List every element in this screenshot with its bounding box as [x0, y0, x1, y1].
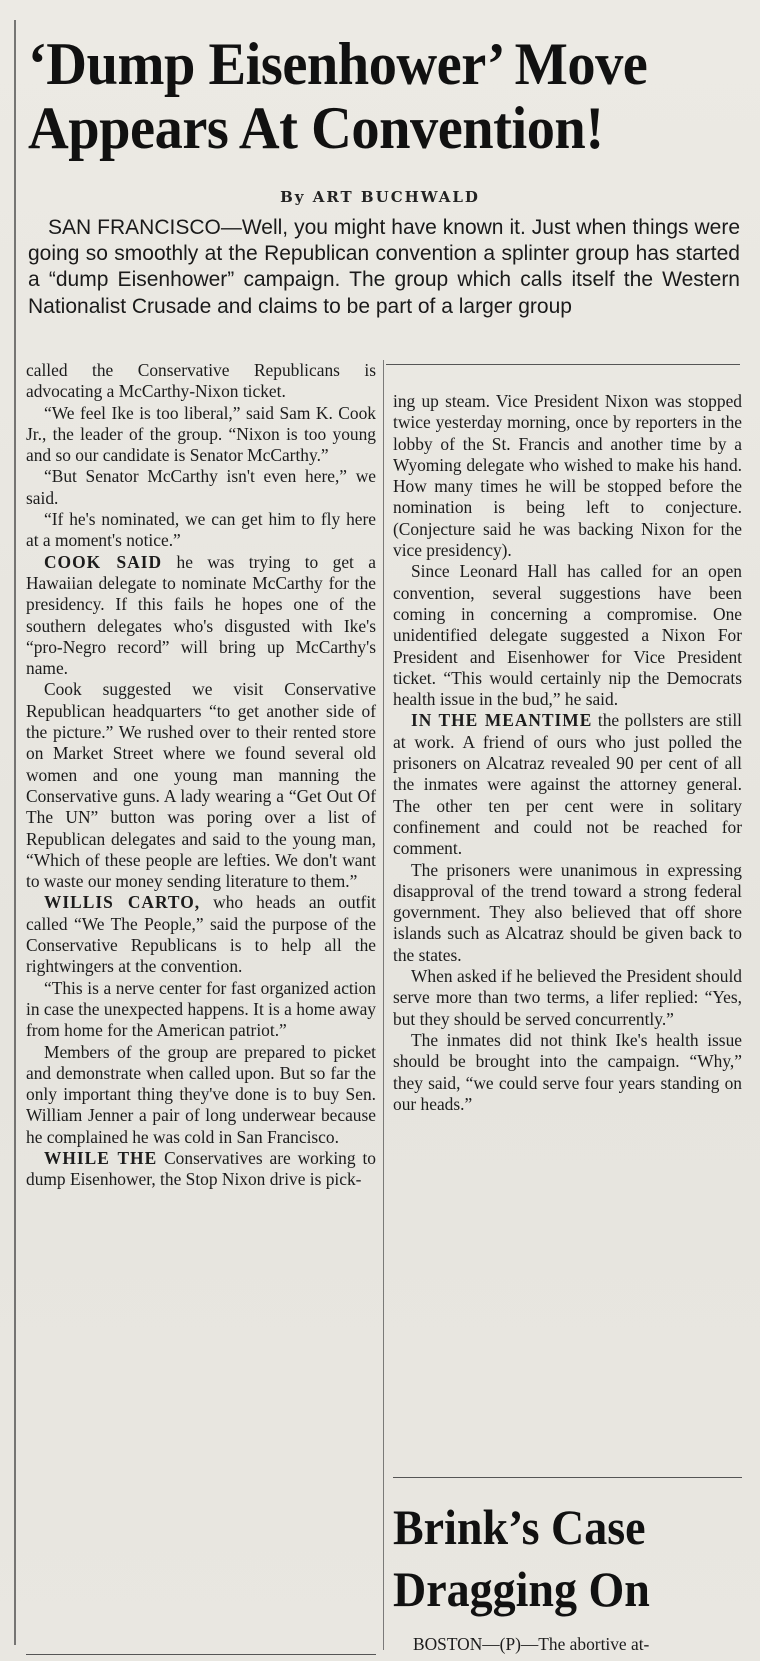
paragraph: [26, 1148, 376, 1191]
byline: By ART BUCHWALD: [280, 188, 480, 206]
bottom-rule: [26, 1654, 376, 1655]
second-article-body: [393, 1634, 742, 1655]
paragraph-body: the pollsters are still at work. A friend of ours who just polled the prisoners on Alcatraz revealed 90 per cent of all the inmates were against the attorney general. The other ten per cent were in solitary confinement and could not be reached for comment.: [393, 710, 742, 859]
paragraph-body: he was trying to get a Hawaiian delegate to nominate McCarthy for the presidency. If this fails he hopes one of the southern delegates who's disgusted with Ike's “pro-Negro record” will bring up McCarthy's name.: [26, 551, 377, 679]
paragraph: called the Conservative Republicans is advocating a McCarthy-Nixon ticket.: [26, 360, 376, 402]
paragraph: ing up steam. Vice President Nixon was stopped twice yesterday morning, once by reporters in the lobby of the St. Francis and another time by a Wyoming delegate who wished to make his hand. How many times he will be stopped before the nomination is being left to conjecture. (Conjecture said he was backing Nixon for the vice presidency).: [393, 391, 742, 561]
paragraph: The inmates did not think Ike's health issue should be brought into the campaign. “Why,” they said, “we could serve four years standing on our heads.”: [393, 1029, 742, 1114]
paragraph: Cook suggested we visit Conservative Republican headquarters “to get another side of the picture.” We rushed over to their rented store on Market Street where we found several old women and one young man manning the Conservative guns. A lady wearing a “Get Out Of The UN” button was poring over a list of Republican delegates and said to the young man, “Which of these people are lefties. We don't want to waste our money sending literature to them.”: [26, 679, 376, 892]
article-column-2: [393, 391, 742, 1115]
headline-line-1: ‘Dump Eisenhower’ Move: [28, 31, 648, 97]
paragraph-body: Conservatives are working to dump Eisenhower, the Stop Nixon drive is pick-: [26, 1147, 376, 1190]
headline-line-2: Appears At Convention!: [28, 95, 604, 161]
left-column-rule: [14, 20, 16, 1645]
paragraph: “If he's nominated, we can get him to fly here at a moment's notice.”: [26, 509, 376, 551]
article-headline: [28, 32, 701, 160]
second-article-headline: [393, 1496, 714, 1620]
paragraph: “We feel Ike is too liberal,” said Sam K. Cook Jr., the leader of the group. “Nixon is too young and so our candidate is Senator McCarthy.”: [26, 402, 376, 466]
paragraph: [26, 892, 376, 977]
lead-text: SAN FRANCISCO—Well, you might have known it. Just when things were going so smoothly at the Republican convention a splinter group has started a “dump Eisenhower” campaign. The group which calls itself the Western Nationalist Crusade and claims to be part of a larger group: [28, 216, 740, 318]
paragraph: When asked if he believed the President should serve more than two terms, a lifer replied: “Yes, but they should be served concurrently.”: [393, 966, 742, 1029]
paragraph: “This is a nerve center for fast organized action in case the unexpected happens. It is a home away from home for the American patriot.”: [26, 977, 376, 1041]
section-divider: [393, 1477, 742, 1478]
paragraph: Since Leonard Hall has called for an open convention, several suggestions have been coming in concerning a compromise. One unidentified delegate suggested a Nixon For President and Eisenhower for Vice President ticket. “This would certainly nip the Democrats health issue in the bud,” he said.: [393, 561, 742, 710]
second-headline-line-1: Brink’s Case: [393, 1499, 646, 1555]
paragraph: BOSTON—(P)—The abortive at-: [413, 1634, 650, 1654]
paragraph-lead-in: WHILE THE: [44, 1147, 158, 1168]
column-top-rule: [386, 364, 740, 365]
second-headline-line-2: Dragging On: [393, 1561, 650, 1617]
paragraph: Members of the group are prepared to picket and demonstrate when called upon. But so far the only important thing they've done is to buy Sen. William Jenner a pair of long underwear because he complained he was cold in San Francisco.: [26, 1041, 376, 1147]
paragraph-body: who heads an outfit called “We The People,” said the purpose of the Conservative Republicans is to help all the rightwingers at the convention.: [26, 892, 376, 977]
paragraph: [393, 710, 742, 859]
lead-paragraph: [28, 215, 740, 320]
article-column-1: [26, 360, 376, 1191]
paragraph-lead-in: COOK SAID: [44, 551, 163, 572]
paragraph-lead-in: IN THE MEANTIME: [411, 710, 593, 731]
paragraph: The prisoners were unanimous in expressing disapproval of the trend toward a strong federal government. They also believed that off shore islands such as Alcatraz should be given back to the states.: [393, 859, 742, 965]
column-divider: [383, 360, 384, 1650]
paragraph: [26, 552, 376, 680]
paragraph: “But Senator McCarthy isn't even here,” we said.: [26, 466, 376, 508]
paragraph-lead-in: WILLIS CARTO,: [44, 892, 201, 913]
